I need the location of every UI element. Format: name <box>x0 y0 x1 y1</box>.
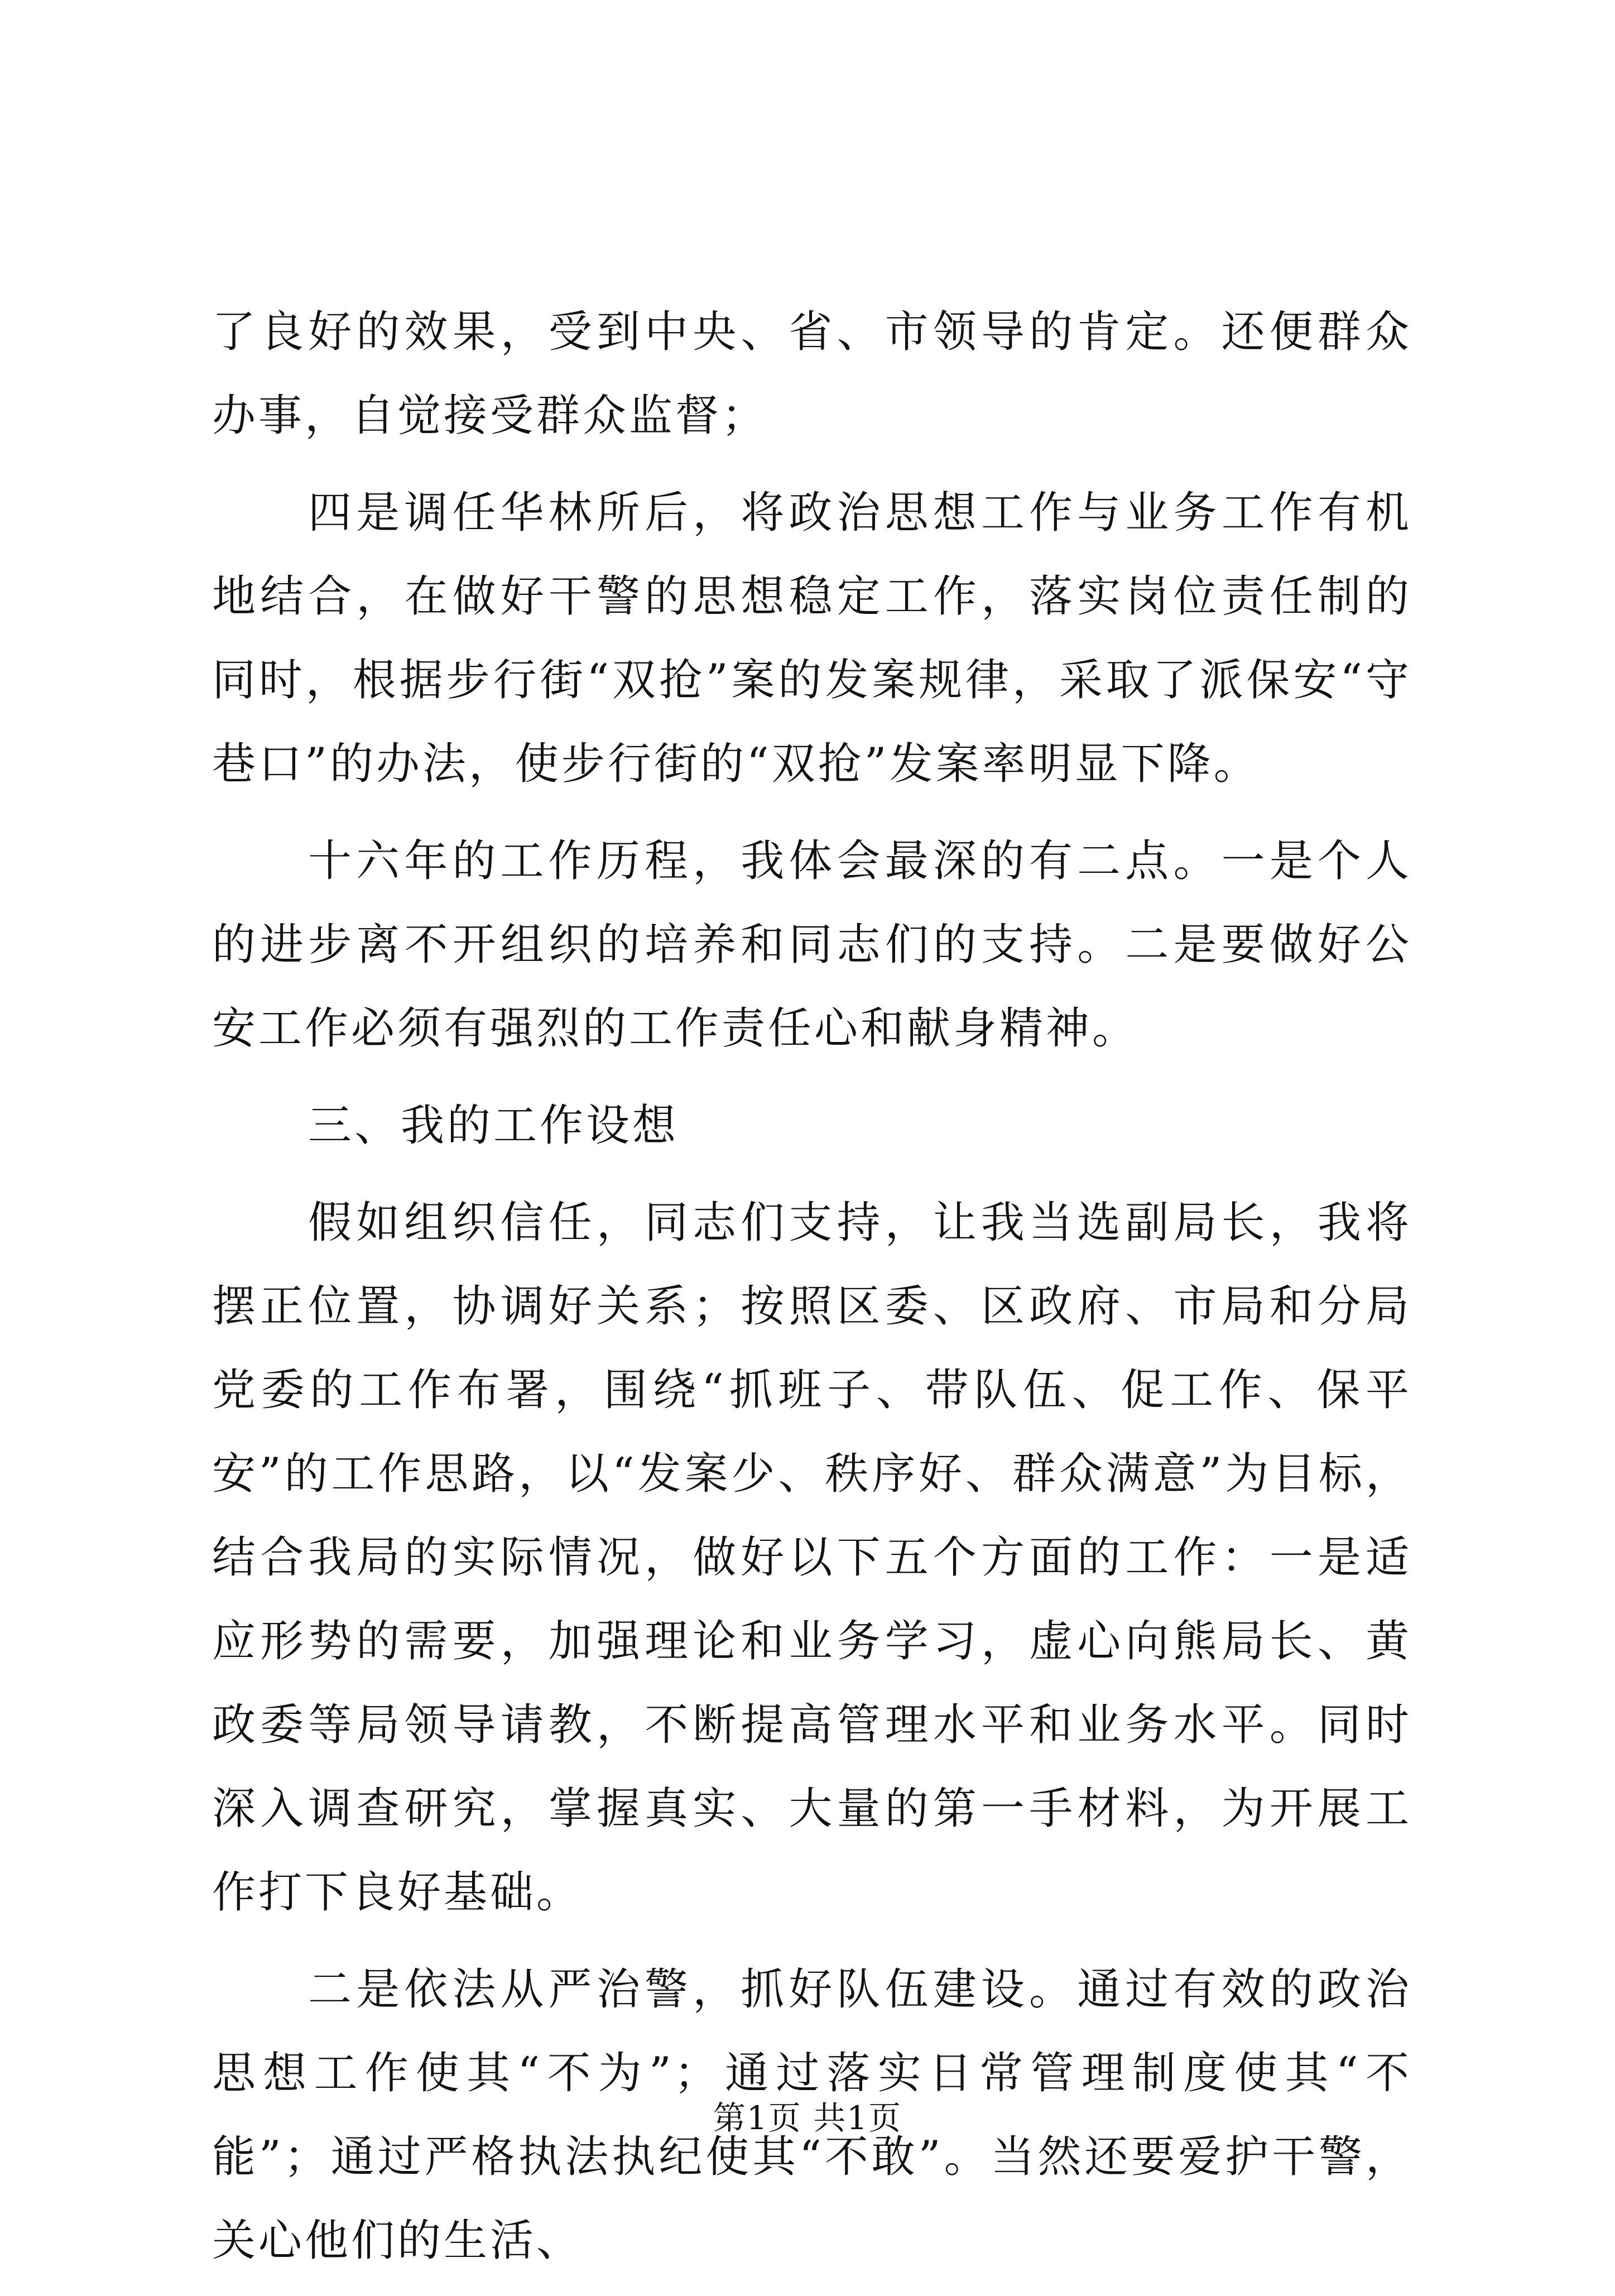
paragraph-1: 了良好的效果，受到中央、省、市领导的肯定。还便群众办事，自觉接受群众监督； <box>212 307 1412 441</box>
page-footer: 第1页 共1页 <box>713 2099 902 2137</box>
paragraph-3: 十六年的工作历程，我体会最深的有二点。一是个人的进步离不开组织的培养和同志们的支持。二是要做好公安工作必须有强烈的工作责任心和献身精神。 <box>212 836 1412 1054</box>
paragraph-6: 二是依法从严治警，抓好队伍建设。通过有效的政治思想工作使其“不为”；通过落实日常管理制度使其“不能”；通过严格执法执纪使其“不敢”。当然还要爱护干警，关心他们的生活、 <box>212 1964 1412 2266</box>
section-heading: 三、我的工作设想 <box>308 1101 679 1151</box>
paragraph-2: 四是调任华林所后，将政治思想工作与业务工作有机地结合，在做好干警的思想稳定工作，落实岗位责任制的同时，根据步行街“双抢”案的发案规律，采取了派保安“守巷口”的办法，使步行街的“双抢”发案率明显下降。 <box>212 488 1412 789</box>
document-body <box>212 290 1412 2296</box>
paragraph-5: 假如组织信任，同志们支持，让我当选副局长，我将摆正位置，协调好关系；按照区委、区政府、市局和分局党委的工作布署，围绕“抓班子、带队伍、促工作、保平安”的工作思路，以“发案少、秩序好、群众满意”为目标，结合我局的实际情况，做好以下五个方面的工作：一是适应形势的需要，加强理论和业务学习，虚心向熊局长、黄政委等局领导请教，不断提高管理水平和业务水平。同时深入调查研究，掌握真实、大量的第一手材料，为开展工作打下良好基础。 <box>212 1198 1412 1918</box>
